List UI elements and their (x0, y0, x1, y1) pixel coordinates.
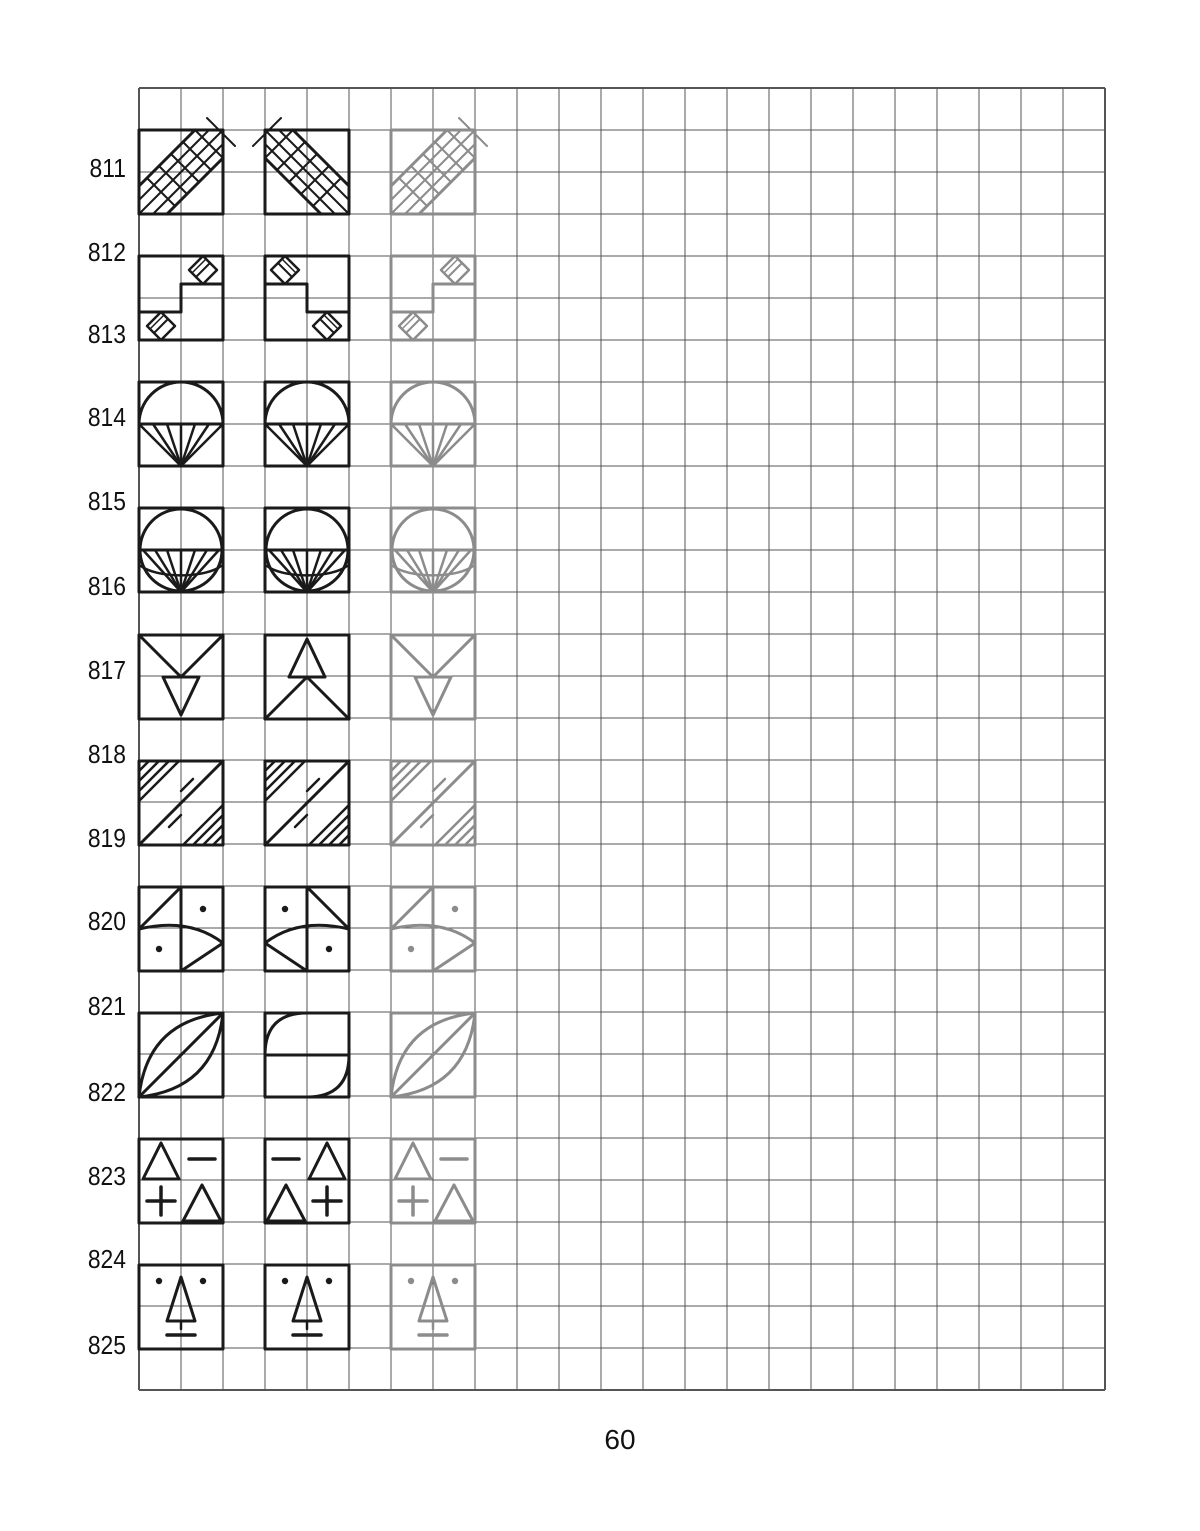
exercise-number: 812 (87, 237, 126, 267)
exercise-number: 817 (87, 655, 126, 685)
exercise-number: 813 (87, 319, 126, 349)
exercise-number: 811 (89, 153, 126, 183)
exercise-number: 821 (87, 991, 126, 1021)
exercise-number: 818 (87, 739, 126, 769)
exercise-number: 824 (87, 1244, 126, 1274)
pattern-figure (139, 1013, 223, 1097)
exercise-number: 814 (87, 402, 126, 432)
exercise-number: 820 (87, 906, 126, 936)
exercise-number: 816 (87, 571, 126, 601)
exercise-number: 815 (87, 486, 126, 516)
pattern-figure (139, 887, 223, 971)
pattern-figure (391, 118, 487, 214)
pattern-figure (391, 1013, 475, 1097)
exercise-number: 825 (87, 1330, 126, 1360)
exercise-figures (139, 118, 487, 1349)
pattern-figure (391, 887, 475, 971)
exercise-number: 823 (87, 1161, 126, 1191)
pattern-figure (265, 887, 349, 971)
exercise-number: 822 (87, 1077, 126, 1107)
pattern-figure (253, 118, 349, 214)
pattern-figure (139, 118, 235, 214)
exercise-number: 819 (87, 823, 126, 853)
page-number: 60 (604, 1424, 636, 1455)
